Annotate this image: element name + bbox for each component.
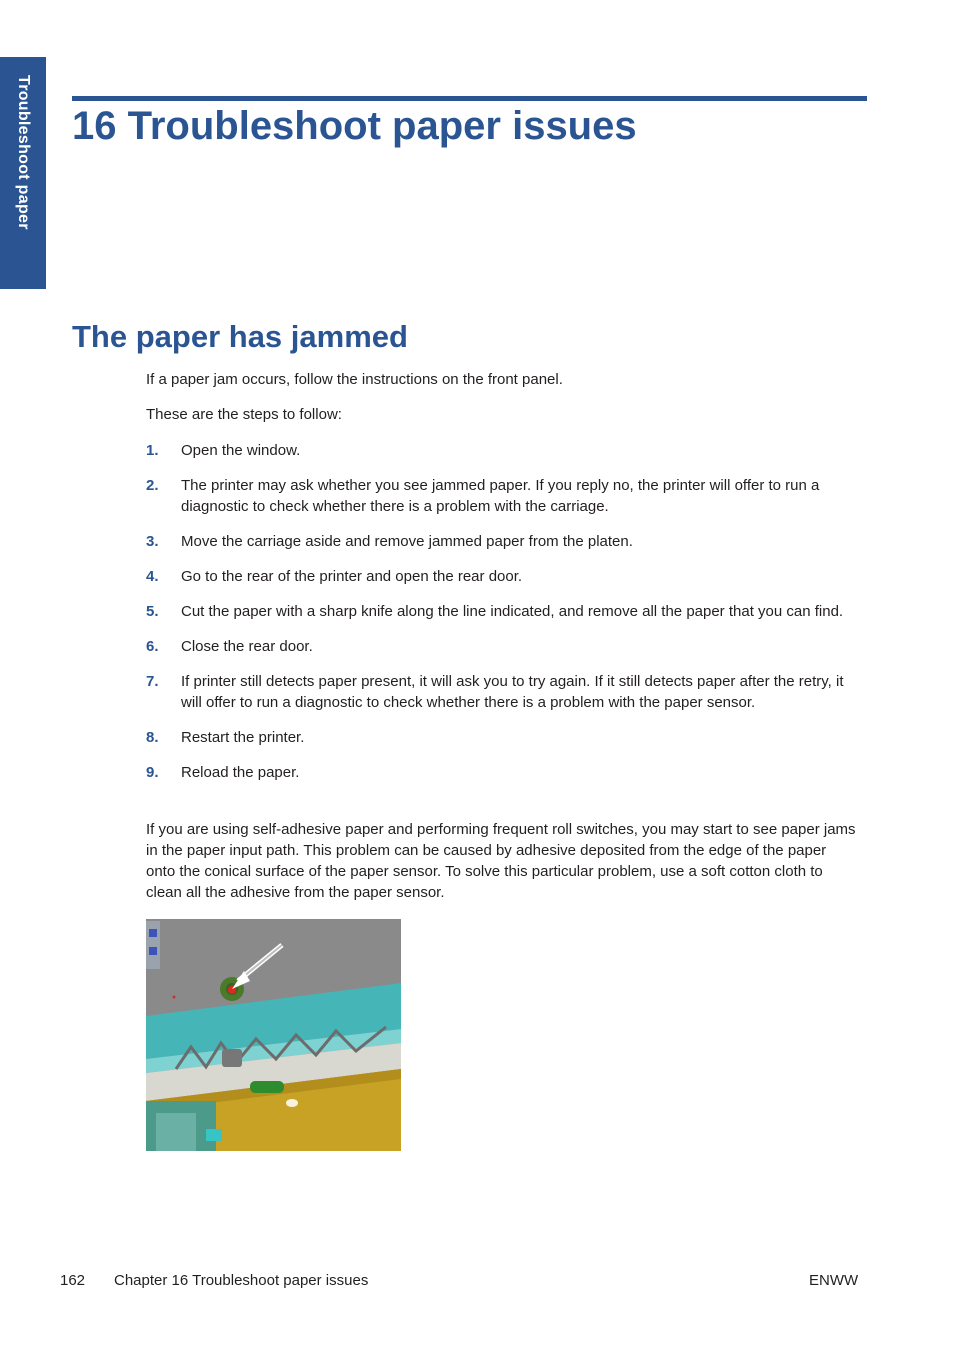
list-item [146, 762, 862, 783]
step-text: Cut the paper with a sharp knife along the line indicated, and remove all the paper that you can find. [181, 603, 844, 620]
list-item [146, 475, 862, 517]
chapter-rule [72, 96, 867, 101]
chapter-title: 16 Troubleshoot paper issues [72, 104, 637, 148]
intro-paragraph: If a paper jam occurs, follow the instructions on the front panel. [146, 371, 563, 388]
list-item [146, 566, 862, 587]
adhesive-note: If you are using self-adhesive paper and performing frequent roll switches, you may start to see paper jams in the paper input path. This problem can be caused by adhesive deposited from the edge of the paper onto the conical surface of the paper sensor. To solve this particular problem, use a soft cotton cloth to clean all the adhesive from the paper sensor. [146, 821, 856, 901]
step-number: 4. [146, 568, 159, 585]
step-number: 9. [146, 764, 159, 781]
step-number: 3. [146, 533, 159, 550]
side-tab-label: Troubleshoot paper [15, 75, 32, 230]
footer-page-number: 162 [60, 1272, 86, 1289]
step-text: Close the rear door. [181, 638, 313, 655]
paper-sensor-image [146, 919, 401, 1151]
list-item [146, 671, 862, 713]
step-text: Move the carriage aside and remove jammed paper from the platen. [181, 533, 633, 550]
step-text: If printer still detects paper present, it will ask you to try again. If it still detects paper after the retry, it will offer to run a diagnostic to check whether there is a problem with the paper sensor. [181, 673, 844, 711]
step-number: 5. [146, 603, 159, 620]
step-number: 7. [146, 673, 159, 690]
list-item [146, 636, 862, 657]
step-text: Restart the printer. [181, 729, 305, 746]
list-item [146, 601, 862, 622]
step-text: Open the window. [181, 442, 301, 459]
section-title: The paper has jammed [72, 319, 408, 354]
step-text: The printer may ask whether you see jammed paper. If you reply no, the printer will offer to run a diagnostic to check whether there is a problem with the carriage. [181, 477, 820, 515]
step-number: 1. [146, 442, 159, 459]
step-number: 8. [146, 729, 159, 746]
step-text: Reload the paper. [181, 764, 300, 781]
steps-intro: These are the steps to follow: [146, 406, 342, 423]
list-item [146, 727, 862, 748]
step-number: 6. [146, 638, 159, 655]
steps-list [146, 440, 862, 797]
footer-chapter: Chapter 16 Troubleshoot paper issues [114, 1272, 369, 1289]
paper-sensor-illustration [146, 919, 401, 1151]
list-item [146, 440, 862, 461]
step-text: Go to the rear of the printer and open the rear door. [181, 568, 523, 585]
footer-code: ENWW [809, 1272, 859, 1289]
list-item [146, 531, 862, 552]
step-number: 2. [146, 477, 159, 494]
